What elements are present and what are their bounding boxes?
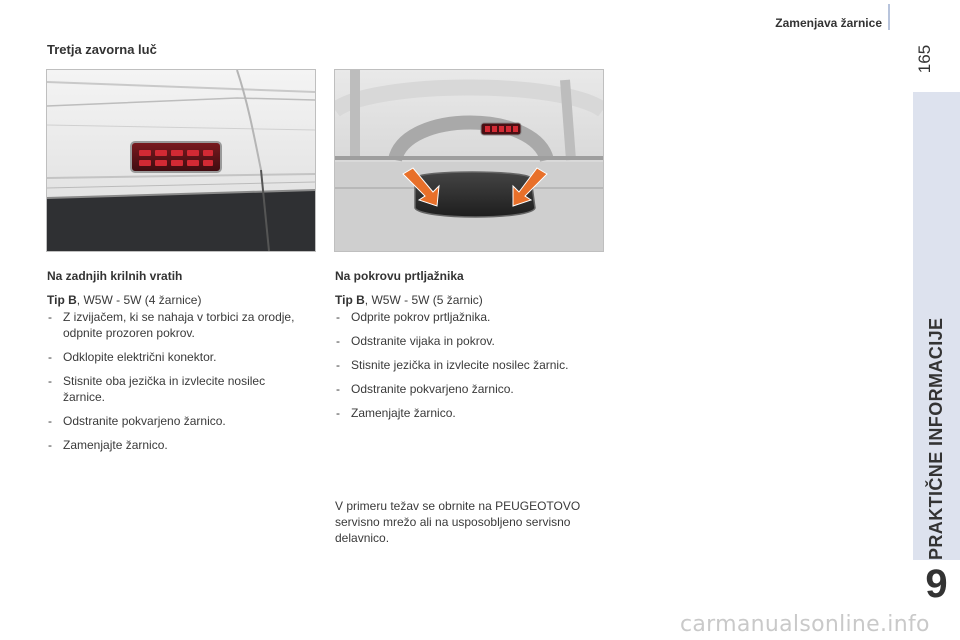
page-number: 165	[915, 44, 934, 74]
chapter-number: 9	[925, 562, 948, 606]
right-bulb-type	[335, 292, 625, 308]
list-item: - Stisnite oba jezička in izvlecite nosilec žarnice.	[47, 373, 309, 405]
section-title: Tretja zavorna luč	[47, 42, 157, 57]
list-item: - Zamenjajte žarnico.	[335, 405, 625, 421]
left-type-label: Tip B	[47, 293, 77, 307]
right-type-label: Tip B	[335, 293, 365, 307]
watermark: carmanualsonline.info	[680, 612, 930, 637]
left-heading: Na zadnjih krilnih vratih	[47, 269, 183, 283]
left-bulb-type	[47, 292, 309, 308]
list-item: - Zamenjajte žarnico.	[47, 437, 309, 453]
right-type-text: , W5W - 5W (5 žarnic)	[364, 293, 483, 307]
right-steps-list	[335, 309, 625, 421]
chapter-tab-label: PRAKTIČNE INFORMACIJE	[926, 317, 946, 560]
right-heading: Na pokrovu prtljažnika	[335, 269, 464, 283]
list-item: - Odstranite vijaka in pokrov.	[335, 333, 625, 349]
list-item: - Odklopite električni konektor.	[47, 349, 309, 365]
list-item: - Stisnite jezička in izvlecite nosilec žarnic.	[335, 357, 625, 373]
list-item: - Z izvijačem, ki se nahaja v torbici za orodje, odpnite prozoren pokrov.	[47, 309, 309, 341]
list-item: - Odstranite pokvarjeno žarnico.	[335, 381, 625, 397]
photo-rear-door-brake-light	[46, 69, 316, 252]
left-instructions	[47, 268, 309, 461]
left-type-text: , W5W - 5W (4 žarnice)	[76, 293, 202, 307]
left-steps-list	[47, 309, 309, 453]
running-header: Zamenjava žarnice	[775, 16, 882, 30]
header-divider	[888, 4, 890, 30]
right-instructions	[335, 268, 625, 429]
photo-tailgate-brake-light	[334, 69, 604, 252]
list-item: - Odstranite pokvarjeno žarnico.	[47, 413, 309, 429]
service-note: V primeru težav se obrnite na PEUGEOTOVO servisno mrežo ali na usposobljeno servisno delavnico.	[335, 499, 581, 545]
list-item: - Odprite pokrov prtljažnika.	[335, 309, 625, 325]
